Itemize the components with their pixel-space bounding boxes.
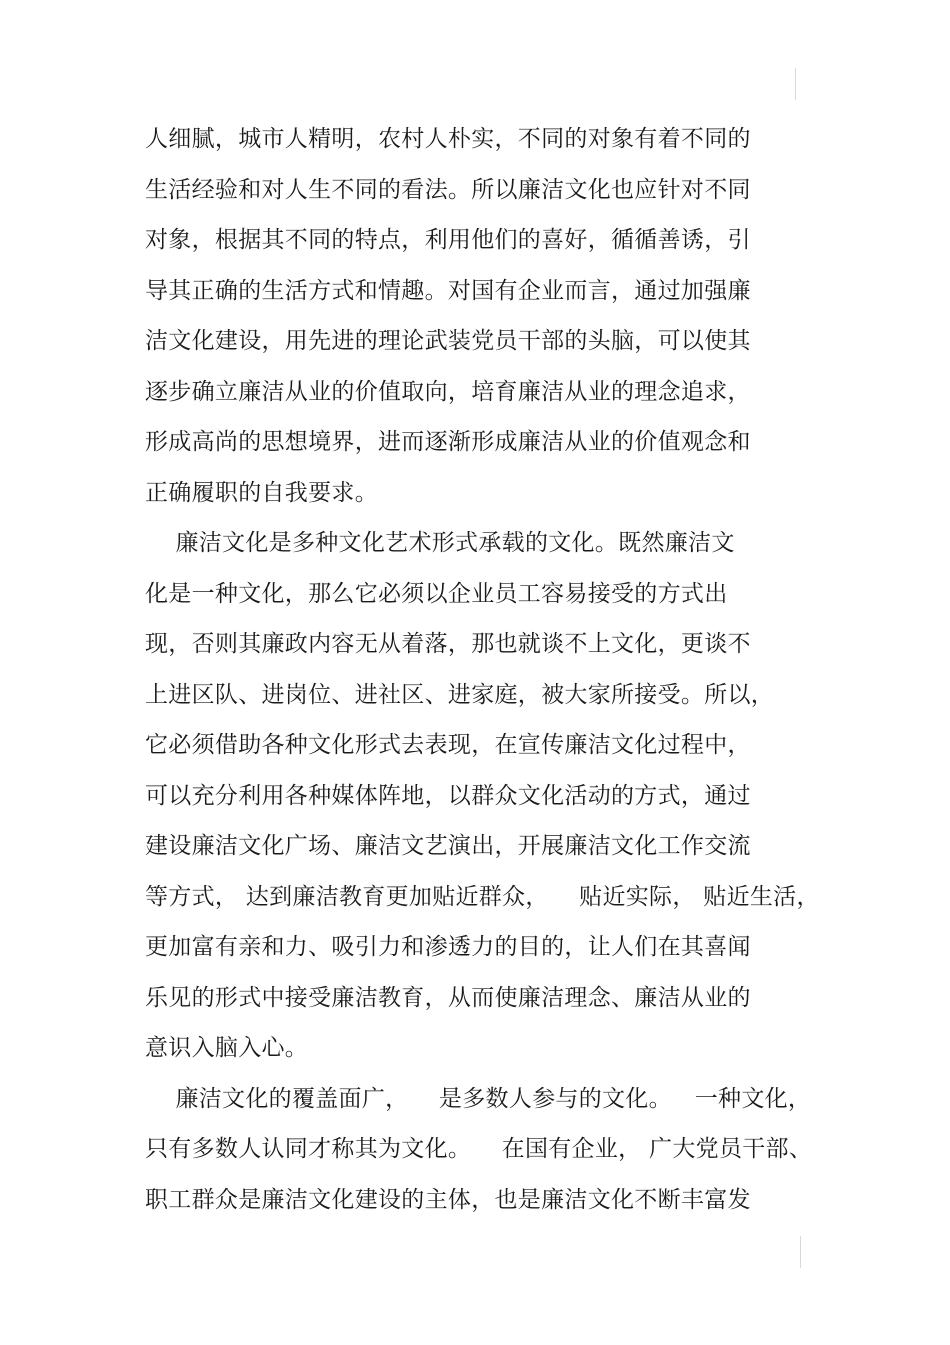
text-line: 逐步确立廉洁从业的价值取向，培育廉洁从业的理念追求， [145,378,751,405]
text-line: 正确履职的自我要求。 [145,479,378,506]
text-line: 职工群众是廉洁文化建设的主体，也是廉洁文化不断丰富发 [145,1186,751,1213]
text-line: 等方式， 达到廉洁教育更加贴近群众， 贴近实际， 贴近生活， [145,883,820,910]
text-line: 形成高尚的思想境界，进而逐渐形成廉洁从业的价值观念和 [145,429,751,455]
text-line: 只有多数人认同才称其为文化。 在国有企业， 广大党员干部、 [145,1136,813,1162]
text-line: 意识入脑入心。 [145,1035,309,1061]
paragraph-start-line: 廉洁文化的覆盖面广， 是多数人参与的文化。 一种文化， [145,1085,812,1112]
text-line: 更加富有亲和力、吸引力和渗透力的目的，让人们在其喜闻 [145,934,751,960]
text-line: 生活经验和对人生不同的看法。所以廉洁文化也应针对不同 [145,176,751,203]
crop-mark-bottom [800,1236,801,1268]
text-line: 对象，根据其不同的特点，利用他们的喜好，循循善诱，引 [145,227,751,253]
text-line: 可以充分利用各种媒体阵地，以群众文化活动的方式，通过 [145,782,751,809]
paragraph-start-line: 廉洁文化是多种文化艺术形式承载的文化。既然廉洁文 [145,530,735,556]
text-line: 建设廉洁文化广场、廉洁文艺演出，开展廉洁文化工作交流 [145,833,751,859]
text-line: 化是一种文化，那么它必须以企业员工容易接受的方式出 [145,580,728,607]
document-body [145,114,820,1225]
text-line: 上进区队、进岗位、进社区、进家庭，被大家所接受。所以， [145,681,775,708]
text-line: 导其正确的生活方式和情趣。对国有企业而言，通过加强廉 [145,277,751,304]
text-line: 乐见的形式中接受廉洁教育，从而使廉洁理念、廉洁从业的 [145,984,751,1011]
crop-mark-top [795,68,796,100]
text-line: 洁文化建设，用先进的理论武装党员干部的头脑，可以使其 [145,328,751,354]
text-line: 人细腻，城市人精明，农村人朴实，不同的对象有着不同的 [145,126,751,152]
text-line: 现，否则其廉政内容无从着落，那也就谈不上文化，更谈不 [145,631,751,657]
text-line: 它必须借助各种文化形式去表现，在宣传廉洁文化过程中， [145,732,751,758]
